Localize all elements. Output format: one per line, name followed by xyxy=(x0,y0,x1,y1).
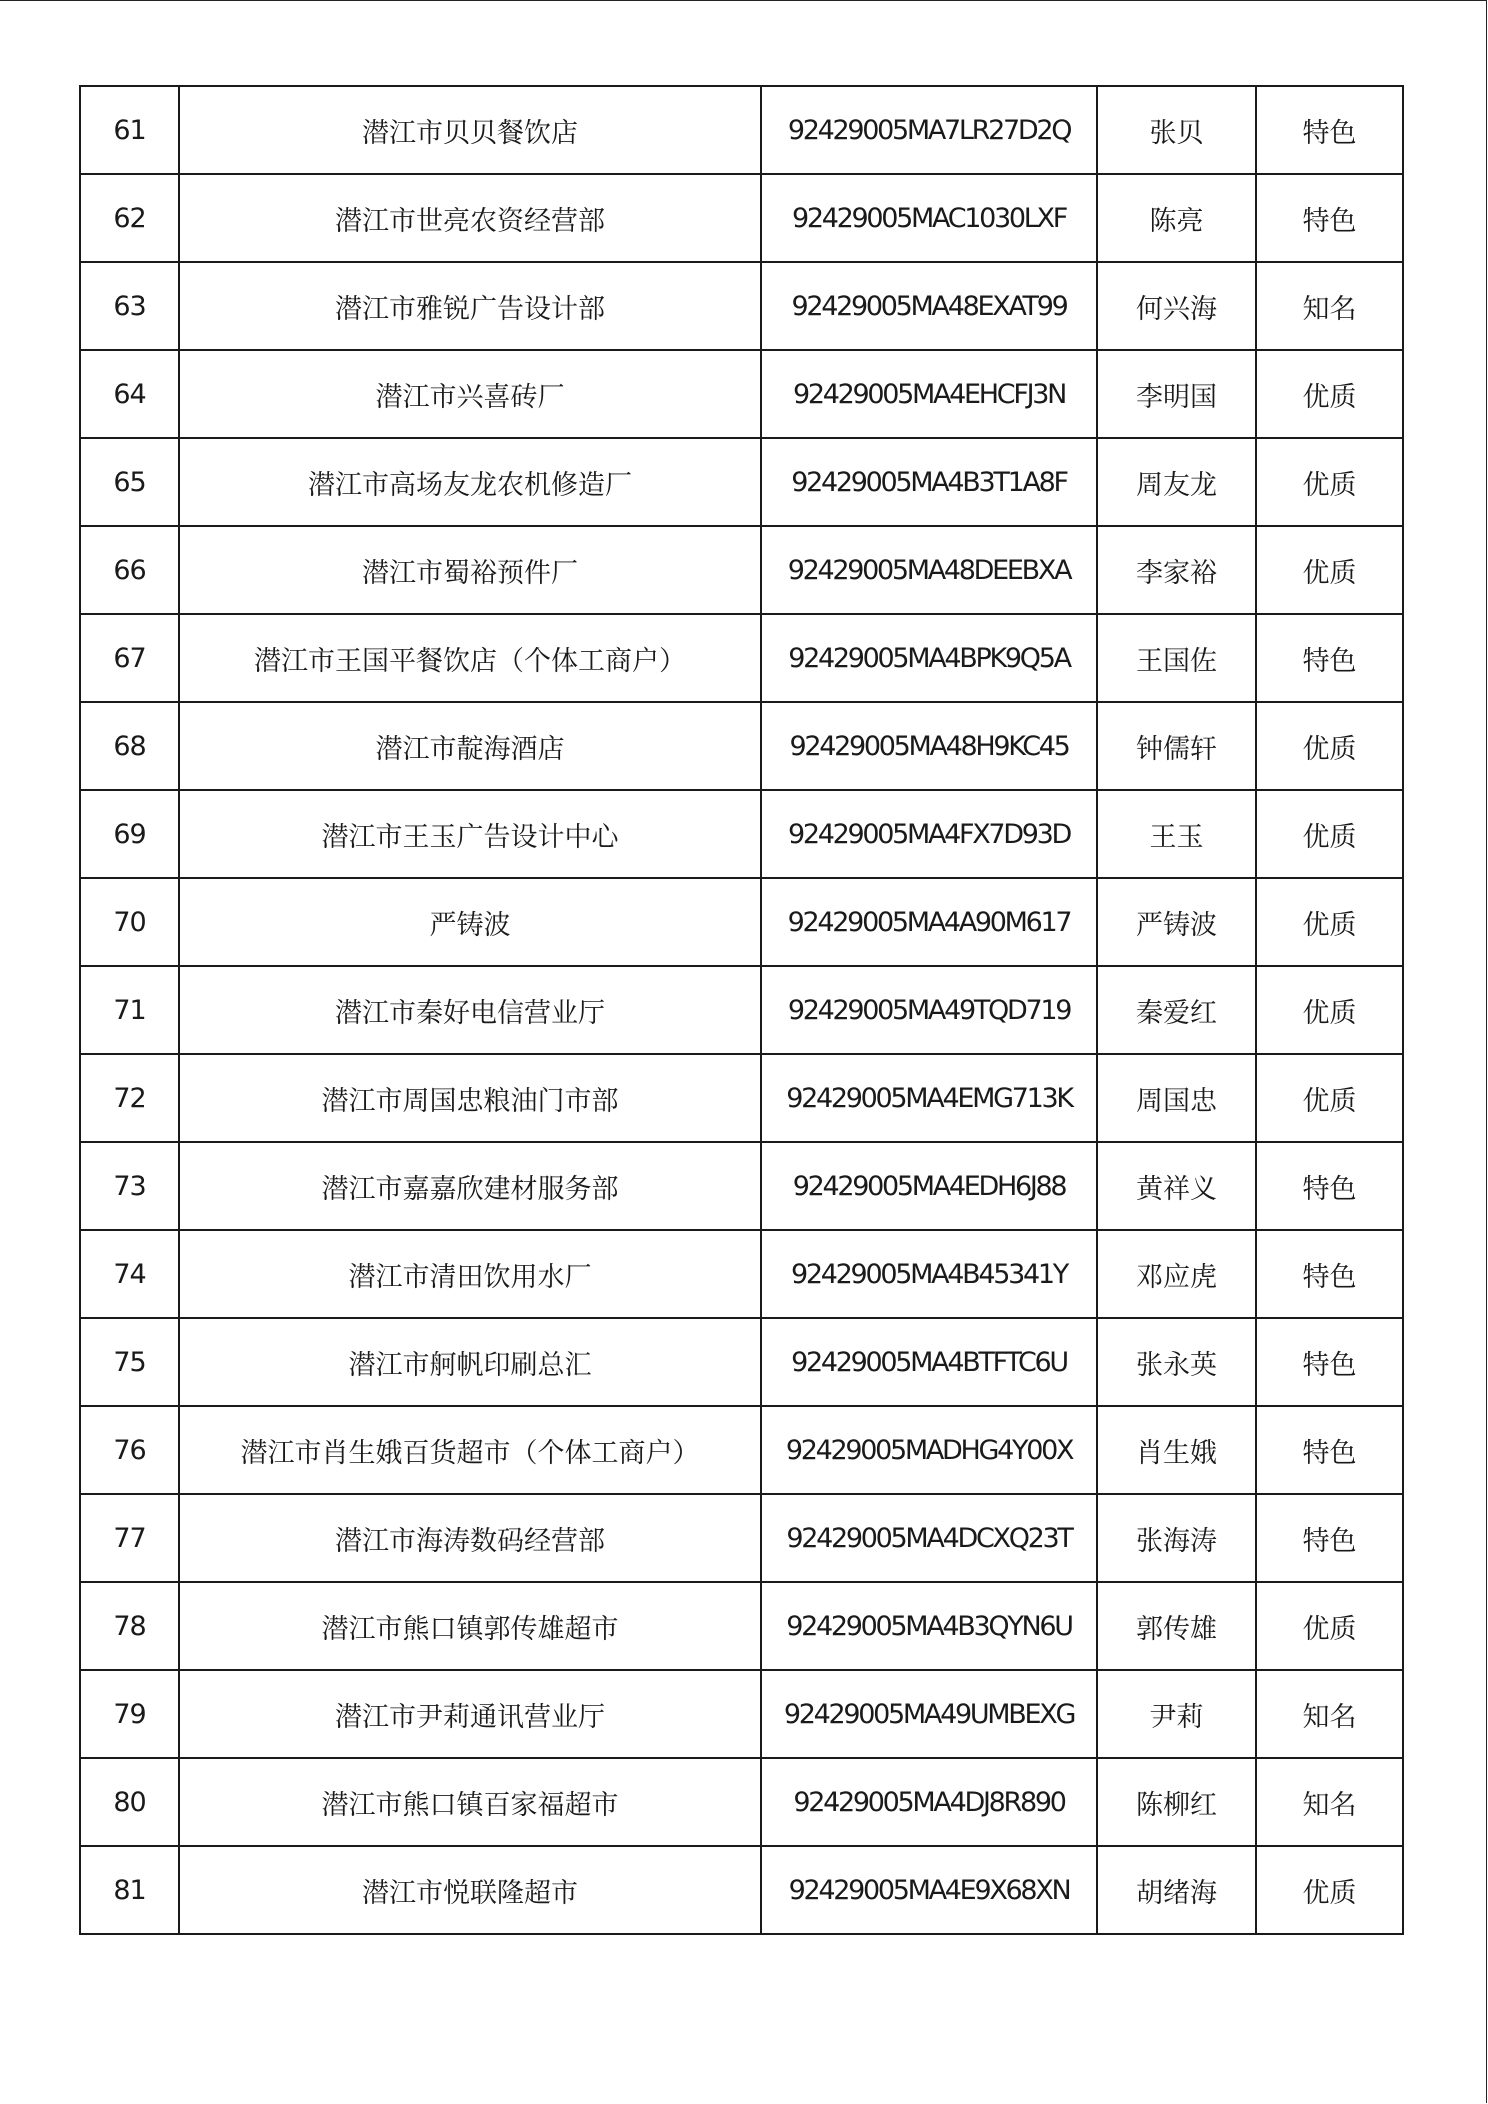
row-number: 61 xyxy=(80,86,179,174)
operator-name: 钟儒轩 xyxy=(1097,702,1256,790)
operator-name: 秦爱红 xyxy=(1097,966,1256,1054)
business-name: 潜江市靛海酒店 xyxy=(179,702,761,790)
operator-name: 王国佐 xyxy=(1097,614,1256,702)
credit-code: 92429005MA49TQD719 xyxy=(761,966,1097,1054)
business-name: 潜江市王国平餐饮店（个体工商户） xyxy=(179,614,761,702)
business-name: 潜江市世亮农资经营部 xyxy=(179,174,761,262)
business-name: 潜江市兴喜砖厂 xyxy=(179,350,761,438)
rating-level: 优质 xyxy=(1256,702,1403,790)
row-number: 73 xyxy=(80,1142,179,1230)
credit-code: 92429005MA48H9KC45 xyxy=(761,702,1097,790)
business-name: 潜江市王玉广告设计中心 xyxy=(179,790,761,878)
business-name: 潜江市周国忠粮油门市部 xyxy=(179,1054,761,1142)
operator-name: 肖生娥 xyxy=(1097,1406,1256,1494)
registry-table-body xyxy=(80,86,1403,1934)
credit-code: 92429005MA4DJ8R890 xyxy=(761,1758,1097,1846)
table-row xyxy=(80,1406,1403,1494)
rating-level: 特色 xyxy=(1256,86,1403,174)
row-number: 66 xyxy=(80,526,179,614)
credit-code: 92429005MA4BTFTC6U xyxy=(761,1318,1097,1406)
rating-level: 优质 xyxy=(1256,526,1403,614)
operator-name: 陈柳红 xyxy=(1097,1758,1256,1846)
operator-name: 严铸波 xyxy=(1097,878,1256,966)
operator-name: 尹莉 xyxy=(1097,1670,1256,1758)
operator-name: 何兴海 xyxy=(1097,262,1256,350)
business-name: 潜江市肖生娥百货超市（个体工商户） xyxy=(179,1406,761,1494)
table-row xyxy=(80,1846,1403,1934)
row-number: 80 xyxy=(80,1758,179,1846)
credit-code: 92429005MA4A90M617 xyxy=(761,878,1097,966)
credit-code: 92429005MAC1030LXF xyxy=(761,174,1097,262)
rating-level: 优质 xyxy=(1256,350,1403,438)
rating-level: 优质 xyxy=(1256,1054,1403,1142)
rating-level: 知名 xyxy=(1256,262,1403,350)
credit-code: 92429005MA4EDH6J88 xyxy=(761,1142,1097,1230)
business-name: 潜江市尹莉通讯营业厅 xyxy=(179,1670,761,1758)
rating-level: 知名 xyxy=(1256,1670,1403,1758)
table-row xyxy=(80,614,1403,702)
rating-level: 优质 xyxy=(1256,790,1403,878)
rating-level: 特色 xyxy=(1256,1406,1403,1494)
business-name: 潜江市蜀裕预件厂 xyxy=(179,526,761,614)
rating-level: 优质 xyxy=(1256,966,1403,1054)
operator-name: 胡绪海 xyxy=(1097,1846,1256,1934)
rating-level: 特色 xyxy=(1256,1230,1403,1318)
business-name: 潜江市嘉嘉欣建材服务部 xyxy=(179,1142,761,1230)
table-row xyxy=(80,174,1403,262)
row-number: 79 xyxy=(80,1670,179,1758)
row-number: 71 xyxy=(80,966,179,1054)
operator-name: 郭传雄 xyxy=(1097,1582,1256,1670)
row-number: 67 xyxy=(80,614,179,702)
rating-level: 特色 xyxy=(1256,174,1403,262)
credit-code: 92429005MA4E9X68XN xyxy=(761,1846,1097,1934)
business-name: 潜江市雅锐广告设计部 xyxy=(179,262,761,350)
table-row xyxy=(80,790,1403,878)
business-name: 潜江市高场友龙农机修造厂 xyxy=(179,438,761,526)
table-row xyxy=(80,1054,1403,1142)
credit-code: 92429005MA7LR27D2Q xyxy=(761,86,1097,174)
business-name: 潜江市秦好电信营业厅 xyxy=(179,966,761,1054)
operator-name: 李家裕 xyxy=(1097,526,1256,614)
operator-name: 王玉 xyxy=(1097,790,1256,878)
credit-code: 92429005MA4B3T1A8F xyxy=(761,438,1097,526)
row-number: 74 xyxy=(80,1230,179,1318)
table-row xyxy=(80,1758,1403,1846)
business-name: 潜江市熊口镇郭传雄超市 xyxy=(179,1582,761,1670)
row-number: 72 xyxy=(80,1054,179,1142)
rating-level: 优质 xyxy=(1256,1582,1403,1670)
credit-code: 92429005MA4DCXQ23T xyxy=(761,1494,1097,1582)
rating-level: 知名 xyxy=(1256,1758,1403,1846)
operator-name: 张海涛 xyxy=(1097,1494,1256,1582)
table-row xyxy=(80,1230,1403,1318)
row-number: 81 xyxy=(80,1846,179,1934)
credit-code: 92429005MA4B3QYN6U xyxy=(761,1582,1097,1670)
rating-level: 特色 xyxy=(1256,614,1403,702)
table-row xyxy=(80,966,1403,1054)
operator-name: 陈亮 xyxy=(1097,174,1256,262)
registry-table xyxy=(79,85,1404,1935)
row-number: 70 xyxy=(80,878,179,966)
business-name: 潜江市熊口镇百家福超市 xyxy=(179,1758,761,1846)
operator-name: 张永英 xyxy=(1097,1318,1256,1406)
row-number: 77 xyxy=(80,1494,179,1582)
credit-code: 92429005MA4EHCFJ3N xyxy=(761,350,1097,438)
rating-level: 优质 xyxy=(1256,438,1403,526)
table-row xyxy=(80,350,1403,438)
rating-level: 优质 xyxy=(1256,878,1403,966)
operator-name: 黄祥义 xyxy=(1097,1142,1256,1230)
operator-name: 周友龙 xyxy=(1097,438,1256,526)
business-name: 严铸波 xyxy=(179,878,761,966)
rating-level: 优质 xyxy=(1256,1846,1403,1934)
table-row xyxy=(80,86,1403,174)
business-name: 潜江市清田饮用水厂 xyxy=(179,1230,761,1318)
credit-code: 92429005MA49UMBEXG xyxy=(761,1670,1097,1758)
rating-level: 特色 xyxy=(1256,1142,1403,1230)
credit-code: 92429005MADHG4Y00X xyxy=(761,1406,1097,1494)
table-row xyxy=(80,1318,1403,1406)
credit-code: 92429005MA4EMG713K xyxy=(761,1054,1097,1142)
credit-code: 92429005MA48DEEBXA xyxy=(761,526,1097,614)
row-number: 63 xyxy=(80,262,179,350)
rating-level: 特色 xyxy=(1256,1494,1403,1582)
business-name: 潜江市舸帆印刷总汇 xyxy=(179,1318,761,1406)
credit-code: 92429005MA4BPK9Q5A xyxy=(761,614,1097,702)
business-name: 潜江市海涛数码经营部 xyxy=(179,1494,761,1582)
row-number: 62 xyxy=(80,174,179,262)
credit-code: 92429005MA4FX7D93D xyxy=(761,790,1097,878)
rating-level: 特色 xyxy=(1256,1318,1403,1406)
operator-name: 周国忠 xyxy=(1097,1054,1256,1142)
operator-name: 邓应虎 xyxy=(1097,1230,1256,1318)
business-name: 潜江市贝贝餐饮店 xyxy=(179,86,761,174)
row-number: 68 xyxy=(80,702,179,790)
table-row xyxy=(80,438,1403,526)
row-number: 76 xyxy=(80,1406,179,1494)
table-row xyxy=(80,262,1403,350)
business-name: 潜江市悦联隆超市 xyxy=(179,1846,761,1934)
operator-name: 李明国 xyxy=(1097,350,1256,438)
credit-code: 92429005MA4B45341Y xyxy=(761,1230,1097,1318)
credit-code: 92429005MA48EXAT99 xyxy=(761,262,1097,350)
table-row xyxy=(80,878,1403,966)
table-row xyxy=(80,1142,1403,1230)
row-number: 64 xyxy=(80,350,179,438)
row-number: 65 xyxy=(80,438,179,526)
row-number: 69 xyxy=(80,790,179,878)
row-number: 75 xyxy=(80,1318,179,1406)
table-row xyxy=(80,1582,1403,1670)
table-row xyxy=(80,526,1403,614)
table-row xyxy=(80,702,1403,790)
row-number: 78 xyxy=(80,1582,179,1670)
table-row xyxy=(80,1670,1403,1758)
operator-name: 张贝 xyxy=(1097,86,1256,174)
table-row xyxy=(80,1494,1403,1582)
